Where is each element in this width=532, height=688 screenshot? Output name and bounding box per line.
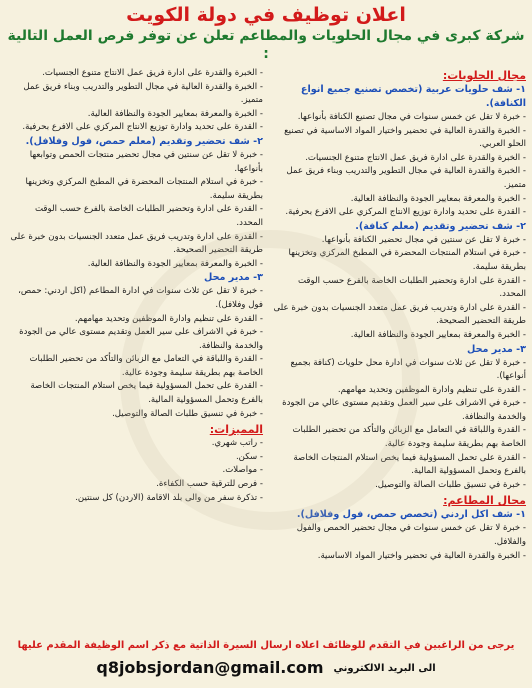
- email-label: الى البريد الالكتروني: [333, 662, 436, 674]
- list-item: - خبرة في تنسيق طلبات الصالة والتوصيل.: [112, 408, 263, 419]
- apply-instructions: يرجى من الراغبين في التقدم للوظائف اعلاه ارسال السيرة الذاتية مع ذكر اسم الوظيفة المقدم عليها: [17, 640, 515, 651]
- list-item: - الخبرة والمعرفة بمعايير الجودة والنظافة العالية.: [350, 193, 526, 204]
- list-item: - القدرة على تحديد وادارة توزيع الانتاج المركزي على الافرع بحرفية.: [285, 207, 526, 218]
- list-item: - خبرة في الاشراف على سير العمل وتقديم مستوى عالي من الجودة والخدمة والنظافة.: [282, 398, 526, 422]
- job4-title: ١- شف اكل اردني (تخصص حمص، فول وفلافل).: [296, 509, 526, 521]
- ad-subtitle: شركة كبرى في مجال الحلويات والمطاعم تعلن عن توفر فرص العمل التالية :: [7, 28, 525, 62]
- job1-list: [269, 111, 526, 220]
- list-item: - القدرة على ادارة وتدريب فريق عمل متعدد الجنسيات بدون خبرة على طريقة التحضير الصحيحة.: [10, 231, 263, 256]
- job3-title: ٣- مدير محل: [467, 343, 526, 355]
- list-item: - خبرة لا تقل عن سنتين في مجال تحضير منتجات الحمص وتوابعها بأنواعها.: [29, 149, 263, 174]
- list-item: - القدرة على ادارة وتحضير الطلبات الخاصة بالفرع حسب الوقت المحدد.: [34, 204, 263, 228]
- list-item: - القدرة على ادارة وتدريب فريق عمل متعدد الجنسيات بدون خبرة على طريقة التحضير الصحيحة.: [273, 302, 526, 327]
- list-item: - خبرة في استلام المنتجات المحضرة في المطبخ المركزي وتخزينها بطريقة سليمة.: [288, 248, 526, 272]
- list-item: - القدرة على تنظيم وادارة الموظفين وتحديد مهامهم.: [74, 313, 263, 324]
- list-item: - الخبرة والمعرفة بمعايير الجودة والنظافة العالية.: [87, 258, 263, 269]
- list-item: - القدرة واللباقة في التعامل مع الزبائن والتأكد من تحضير الطلبات الخاصة بهم بطريقة سليمة وجودة عالية.: [29, 354, 263, 378]
- job1-title: ١- شف حلويات عربية (تخصص تصنيع جميع انواع الكنافة).: [300, 84, 526, 109]
- left-job3-list: [6, 285, 263, 421]
- list-item: - الخبرة والقدرة العالية في مجال التطوير والتدريب وبناء فريق عمل متميز.: [286, 166, 526, 190]
- header: [6, 4, 526, 63]
- list-item: - القدرة على تنظيم وادارة الموظفين وتحديد مهامهم.: [337, 384, 526, 395]
- job2-title: ٢- شف تحضير وتقديم (معلم كنافة).: [355, 220, 526, 232]
- list-item: - الخبرة والقدرة على ادارة فريق عمل الانتاج متنوع الجنسيات.: [42, 68, 263, 78]
- sweets-section-title: مجال الحلويات:: [442, 69, 526, 82]
- list-item: - القدرة على تحديد وادارة توزيع الانتاج المركزي على الافرع بحرفية.: [22, 122, 263, 133]
- left-job3-title: ٣- مدير محل: [204, 272, 263, 284]
- list-item: - سكن.: [235, 451, 263, 462]
- list-item: - فرص للترقية حسب الكفاءة.: [156, 479, 263, 490]
- list-item: - خبرة لا تقل عن خمس سنوات في مجال تحضير الحمص والفول والفلافل.: [296, 523, 526, 548]
- list-item: - الخبرة والمعرفة بمعايير الجودة والنظافة العالية.: [350, 329, 526, 340]
- list-item: - القدرة على تحمل المسؤولية فيما يخص استلام المنتجات الخاصة بالفرع وتحمل المسؤولية المالية.: [293, 452, 526, 477]
- job4-list: [269, 522, 526, 563]
- list-item: - الخبرة والقدرة العالية في تحضير واختيار المواد الاساسية.: [317, 550, 526, 561]
- list-item: - الخبرة والقدرة العالية في مجال التطوير والتدريب وبناء فريق عمل متميز.: [23, 81, 263, 106]
- restaurants-section-title: مجال المطاعم:: [443, 494, 526, 508]
- list-item: - خبرة لا تقل عن ثلاث سنوات في ادارة محل حلويات (كنافة بجميع أنواعها).: [290, 357, 526, 382]
- list-item: - القدرة على تحمل المسؤولية فيما يخص استلام المنتجات الخاصة بالفرع وتحمل المسؤولية المالية.: [30, 381, 263, 406]
- list-item: - الخبرة والمعرفة بمعايير الجودة والنظافة العالية.: [87, 108, 263, 119]
- email-line: [6, 657, 526, 679]
- list-item: - خبرة لا تقل عن خمس سنوات في مجال تصنيع الكنافة بأنواعها.: [297, 112, 526, 122]
- benefits-list: [6, 437, 263, 505]
- list-item: - مواصلات.: [222, 465, 263, 476]
- left-job2-list: [6, 149, 263, 271]
- list-item: - الخبرة والقدرة العالية في تحضير واختيار المواد الاساسية في تصنيع الحلو العربي.: [284, 125, 526, 150]
- footer: [6, 639, 526, 679]
- list-item: - خبرة في الاشراف على سير العمل وتقديم مستوى عالي من الجودة والخدمة والنظافة.: [19, 327, 263, 351]
- content-columns: [6, 67, 526, 639]
- list-item: - راتب شهري.: [211, 438, 263, 449]
- left-column: [6, 67, 263, 639]
- list-item: - الخبرة والقدرة على ادارة فريق عمل الانتاج متنوع الجنسيات.: [305, 152, 526, 163]
- benefits-title: المميزات:: [209, 423, 263, 437]
- list-item: - خبرة في تنسيق طلبات الصالة والتوصيل.: [375, 479, 526, 490]
- list-item: - خبرة في استلام المنتجات المحضرة في المطبخ المركزي وتخزينها بطريقة سليمة.: [25, 177, 263, 201]
- list-item: - خبرة لا تقل عن سنتين في مجال تحضير الكنافة بأنواعها.: [321, 234, 526, 245]
- list-item: - تذكرة سفر من والى بلد الاقامة (الاردن) كل سنتين.: [75, 492, 263, 503]
- list-item: - القدرة واللباقة في التعامل مع الزبائن والتأكد من تحضير الطلبات الخاصة بهم بطريقة سليمة وجودة عالية.: [292, 425, 526, 450]
- list-item: - خبرة لا تقل عن ثلاث سنوات في ادارة المطاعم (اكل اردني: حمص، فول وفلافل).: [18, 286, 263, 310]
- left-top-list: [6, 67, 263, 135]
- ad-title: اعلان توظيف في دولة الكويت: [126, 4, 406, 26]
- job3-list: [269, 357, 526, 493]
- right-column: [269, 67, 526, 639]
- job2-list: [269, 234, 526, 343]
- contact-email[interactable]: q8jobsjordan@gmail.com: [96, 658, 324, 677]
- list-item: - القدرة على ادارة وتحضير الطلبات الخاصة بالفرع حسب الوقت المحدد.: [297, 275, 526, 300]
- left-job2-title: ٢- شف تحضير وتقديم (معلم حمص، فول وفلافل).: [25, 135, 263, 147]
